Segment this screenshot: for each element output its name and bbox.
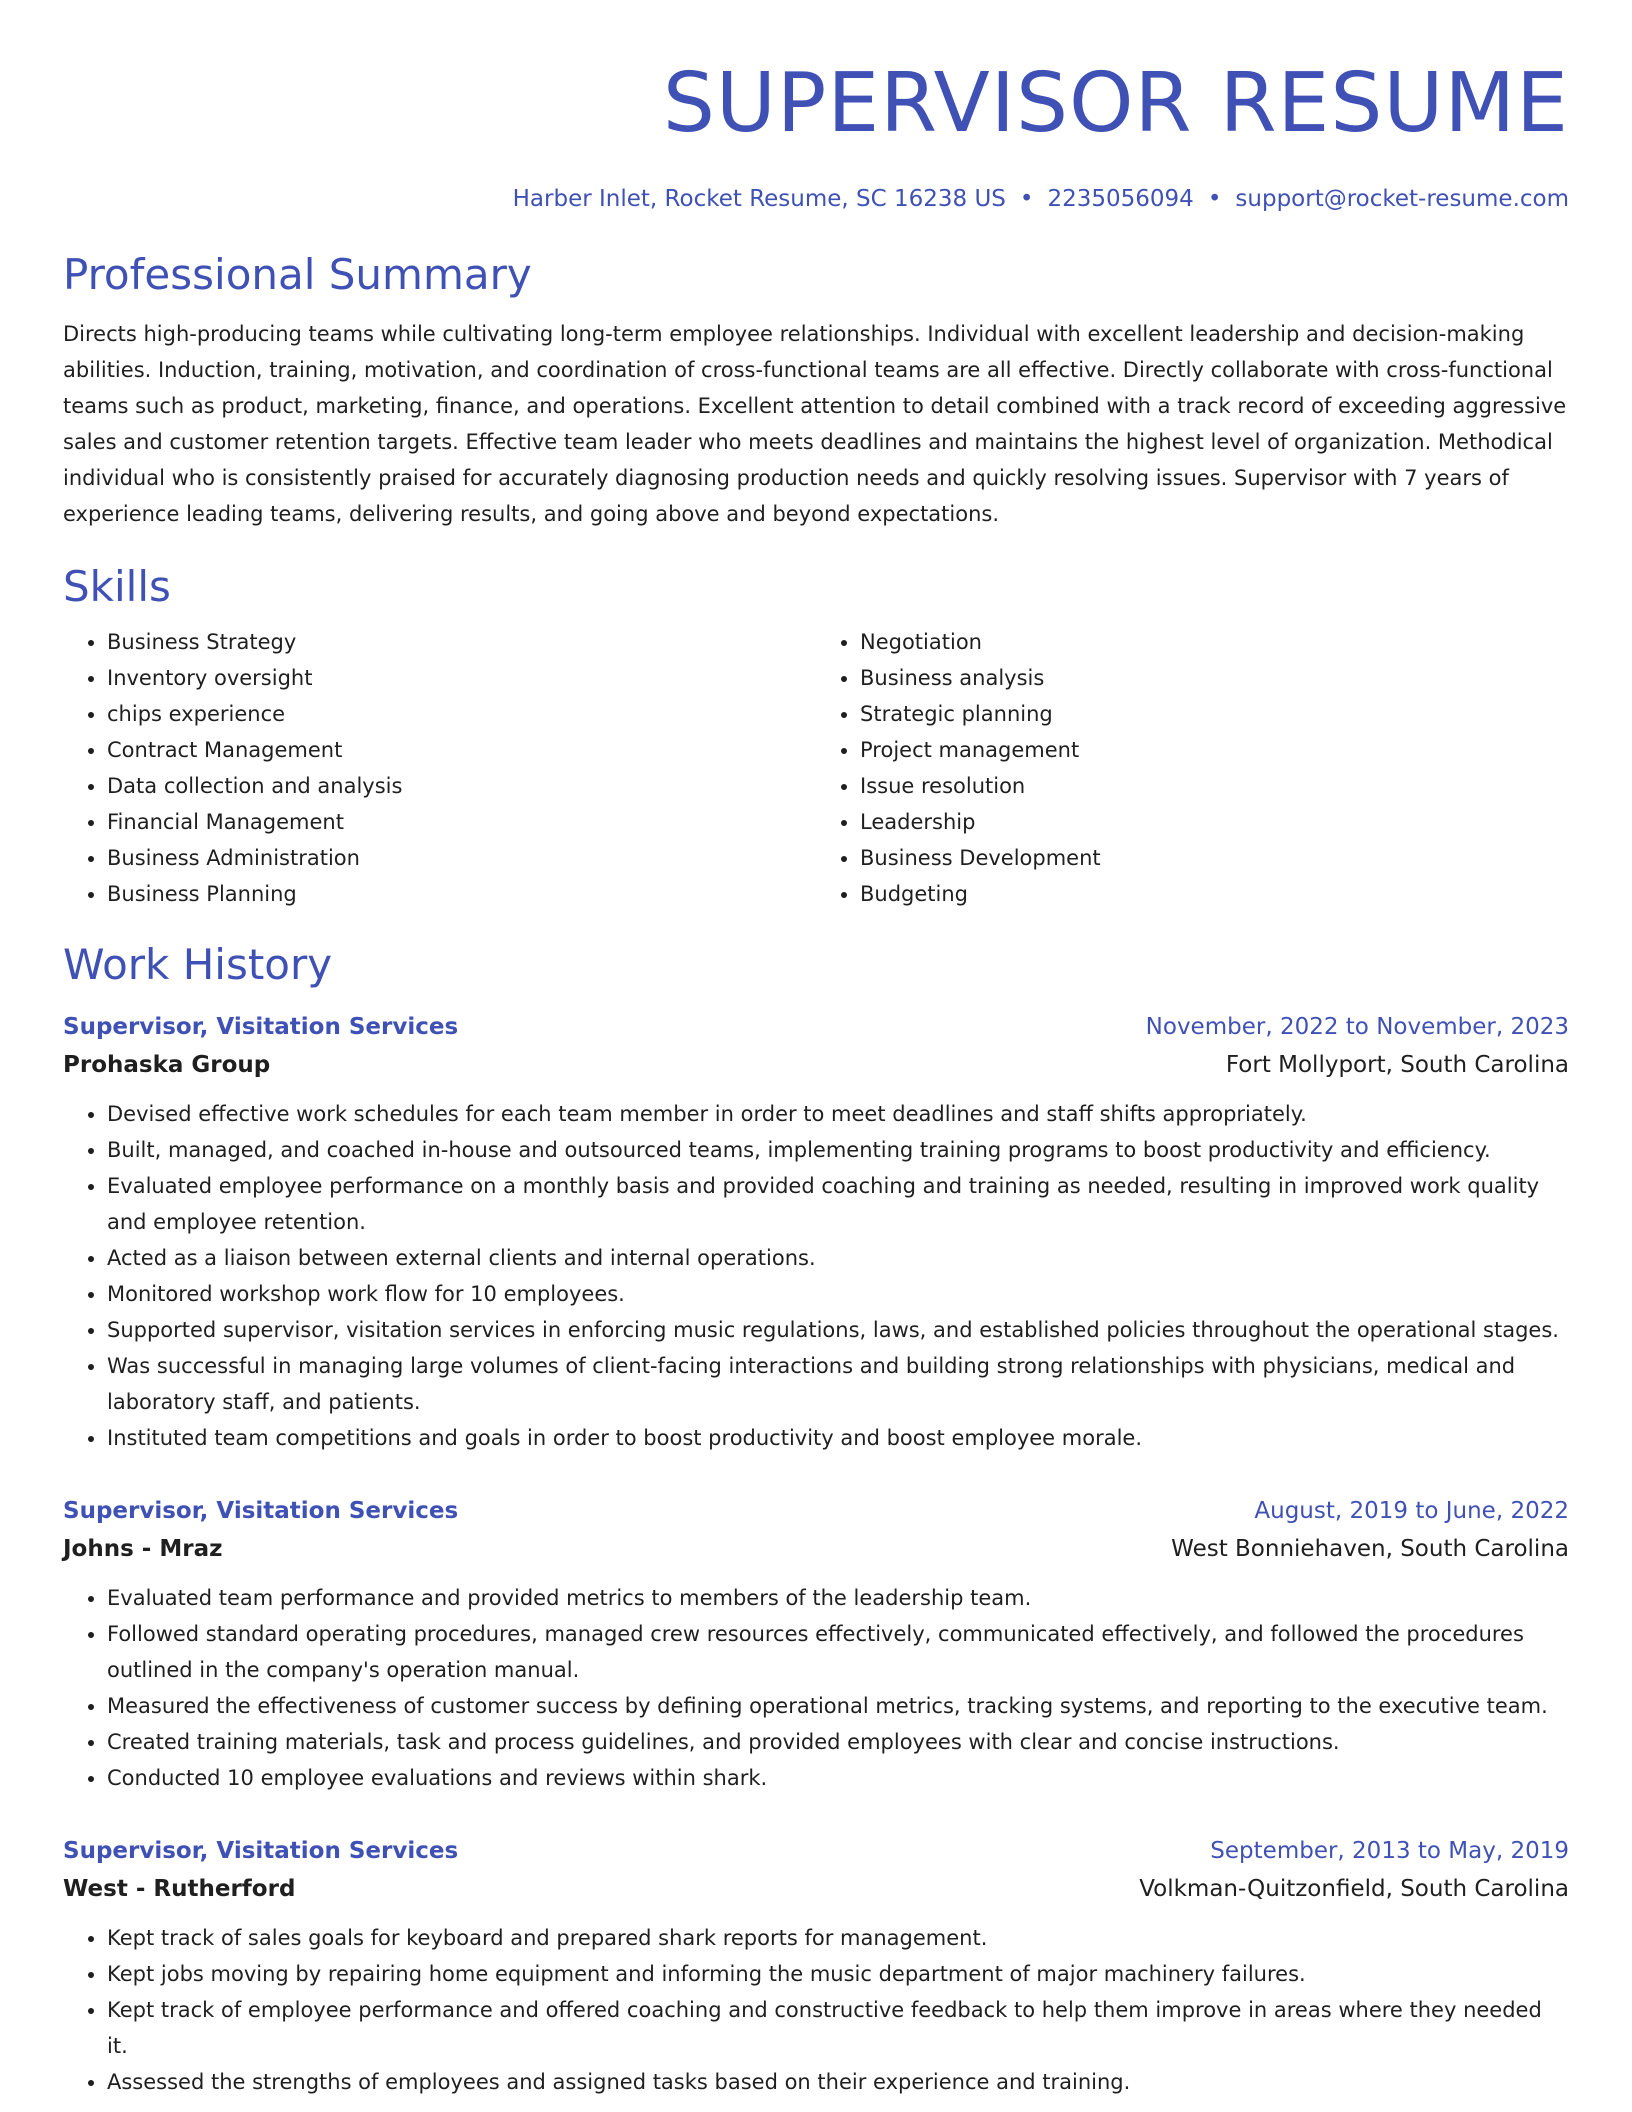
job-bullets <box>63 1580 1569 1796</box>
job-bullets <box>63 1920 1569 2100</box>
skill-item: • Business Administration <box>107 840 816 876</box>
skill-item: • Data collection and analysis <box>107 768 816 804</box>
job-bullet: • Devised effective work schedules for each team member in order to meet deadlines and staff shifts appropriately. <box>107 1096 1569 1132</box>
job-company-row <box>63 1046 1569 1084</box>
job-title: Supervisor, Visitation Services <box>63 1498 459 1524</box>
contact-separator: • <box>1019 186 1034 212</box>
job-header-row <box>63 1008 1569 1046</box>
job-company: West - Rutherford <box>63 1876 296 1902</box>
skill-item: • Business Planning <box>107 876 816 912</box>
job-title: Supervisor, Visitation Services <box>63 1838 459 1864</box>
job-location: Volkman-Quitzonfield, South Carolina <box>1139 1876 1569 1902</box>
skill-item: • Leadership <box>860 804 1569 840</box>
skills-grid <box>63 624 1569 912</box>
job-bullet: • Followed standard operating procedures, managed crew resources effectively, communicated effectively, and followed the procedures outlined in the company's operation manual. <box>107 1616 1569 1688</box>
job-dates: November, 2022 to November, 2023 <box>1145 1014 1569 1040</box>
job-bullet: • Assessed the strengths of employees and assigned tasks based on their experience and training. <box>107 2064 1569 2100</box>
job-bullet: • Kept track of employee performance and offered coaching and constructive feedback to help them improve in areas where they needed it. <box>107 1992 1569 2064</box>
skill-item: • Budgeting <box>860 876 1569 912</box>
contact-line <box>63 182 1569 216</box>
skill-item: • Strategic planning <box>860 696 1569 732</box>
summary-heading: Professional Summary <box>63 250 532 299</box>
job-bullet: • Evaluated employee performance on a monthly basis and provided coaching and training as needed, resulting in improved work quality and employee retention. <box>107 1168 1569 1240</box>
job-bullet: • Supported supervisor, visitation services in enforcing music regulations, laws, and established policies throughout the operational stages. <box>107 1312 1569 1348</box>
job-entry <box>63 1492 1569 1796</box>
job-bullet: • Kept jobs moving by repairing home equipment and informing the music department of major machinery failures. <box>107 1956 1569 1992</box>
job-location: Fort Mollyport, South Carolina <box>1225 1052 1569 1078</box>
contact-email: support@rocket-resume.com <box>1235 186 1569 212</box>
job-header-row <box>63 1832 1569 1870</box>
contact-separator: • <box>1207 186 1222 212</box>
skill-item: • Project management <box>860 732 1569 768</box>
summary-text: Directs high-producing teams while cultivating long-term employee relationships. Individual with excellent leadership and decision-making abilities. Induction, training, motivation, and coordination of cross-functional teams are all effective. Directly collaborate with cross-functional teams such as product, marketing, finance, and operations. Excellent attention to detail combined with a track record of exceeding aggressive sales and customer retention targets. Effective team leader who meets deadlines and maintains the highest level of organization. Methodical individual who is consistently praised for accurately diagnosing production needs and quickly resolving issues. Supervisor with 7 years of experience leading teams, delivering results, and going above and beyond expectations. <box>63 322 1567 526</box>
job-bullet: • Measured the effectiveness of customer success by defining operational metrics, tracking systems, and reporting to the executive team. <box>107 1688 1569 1724</box>
skills-heading: Skills <box>63 562 171 611</box>
job-bullet: • Was successful in managing large volumes of client-facing interactions and building strong relationships with physicians, medical and laboratory staff, and patients. <box>107 1348 1569 1420</box>
skill-item: • Business analysis <box>860 660 1569 696</box>
skills-right-column <box>816 624 1569 912</box>
skill-item: • Contract Management <box>107 732 816 768</box>
job-company-row <box>63 1530 1569 1568</box>
job-entry <box>63 1008 1569 1456</box>
skill-item: • Financial Management <box>107 804 816 840</box>
contact-phone: 2235056094 <box>1047 186 1194 212</box>
skill-item: • Inventory oversight <box>107 660 816 696</box>
job-dates: August, 2019 to June, 2022 <box>1254 1498 1569 1524</box>
job-bullets <box>63 1096 1569 1456</box>
job-bullet: • Acted as a liaison between external clients and internal operations. <box>107 1240 1569 1276</box>
job-bullet: • Built, managed, and coached in-house and outsourced teams, implementing training programs to boost productivity and efficiency. <box>107 1132 1569 1168</box>
job-entry <box>63 1832 1569 2100</box>
skill-item: • Negotiation <box>860 624 1569 660</box>
skill-item: • Business Development <box>860 840 1569 876</box>
job-company-row <box>63 1870 1569 1908</box>
contact-address: Harber Inlet, Rocket Resume, SC 16238 US <box>512 186 1006 212</box>
skill-item: • Business Strategy <box>107 624 816 660</box>
work-history-heading: Work History <box>63 940 333 989</box>
job-location: West Bonniehaven, South Carolina <box>1171 1536 1569 1562</box>
job-bullet: • Created training materials, task and process guidelines, and provided employees with clear and concise instructions. <box>107 1724 1569 1760</box>
job-bullet: • Instituted team competitions and goals in order to boost productivity and boost employee morale. <box>107 1420 1569 1456</box>
job-title: Supervisor, Visitation Services <box>63 1014 459 1040</box>
job-company: Prohaska Group <box>63 1052 271 1078</box>
job-bullet: • Evaluated team performance and provided metrics to members of the leadership team. <box>107 1580 1569 1616</box>
skill-item: • Issue resolution <box>860 768 1569 804</box>
job-dates: September, 2013 to May, 2019 <box>1210 1838 1569 1864</box>
skills-left-column <box>63 624 816 912</box>
job-bullet: • Conducted 10 employee evaluations and reviews within shark. <box>107 1760 1569 1796</box>
resume-title: SUPERVISOR RESUME <box>662 56 1569 151</box>
job-bullet: • Monitored workshop work flow for 10 employees. <box>107 1276 1569 1312</box>
job-header-row <box>63 1492 1569 1530</box>
skill-item: • chips experience <box>107 696 816 732</box>
job-bullet: • Kept track of sales goals for keyboard and prepared shark reports for management. <box>107 1920 1569 1956</box>
job-company: Johns - Mraz <box>63 1536 223 1562</box>
